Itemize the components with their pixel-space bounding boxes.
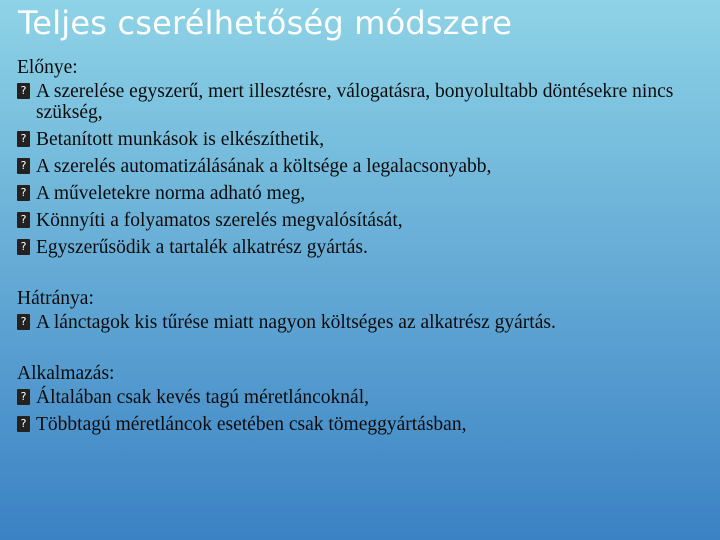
bullet-icon: ?: [17, 83, 30, 99]
section-heading: Hátránya:: [17, 288, 94, 309]
section-application: [17, 360, 707, 435]
list-item: [17, 312, 707, 333]
list-item-text: Egyszerűsödik a tartalék alkatrész gyártás.: [36, 237, 368, 258]
section-heading: Alkalmazás:: [17, 363, 115, 384]
section-heading: Előnye:: [17, 57, 78, 78]
list-item: [17, 237, 707, 258]
list-item-text: A lánctagok kis tűrése miatt nagyon költséges az alkatrész gyártás.: [36, 312, 556, 333]
bullet-icon: ?: [17, 389, 30, 405]
bullet-icon: ?: [17, 158, 30, 174]
slide-title: Teljes cserélhetőség módszere: [18, 4, 513, 42]
bullet-icon: ?: [17, 416, 30, 432]
list-item-text: Általában csak kevés tagú méretláncoknál,: [36, 387, 369, 408]
list-item: [17, 156, 707, 177]
list-item-text: Könnyíti a folyamatos szerelés megvalósítását,: [36, 210, 403, 231]
bullet-icon: ?: [17, 239, 30, 255]
slide-content: [17, 54, 707, 441]
bullet-list: [17, 387, 707, 435]
section-disadvantages: [17, 285, 707, 333]
list-item: [17, 81, 707, 123]
bullet-icon: ?: [17, 185, 30, 201]
list-item: [17, 387, 707, 408]
list-item: [17, 210, 707, 231]
bullet-icon: ?: [17, 131, 30, 147]
bullet-icon: ?: [17, 314, 30, 330]
list-item-text: A műveletekre norma adható meg,: [36, 183, 306, 204]
bullet-list: [17, 81, 707, 258]
list-item-text: Többtagú méretláncok esetében csak tömeggyártásban,: [36, 414, 467, 435]
list-item-text: Betanított munkások is elkészíthetik,: [36, 129, 325, 150]
list-item: [17, 183, 707, 204]
list-item-text: A szerelés automatizálásának a költsége a legalacsonyabb,: [36, 156, 492, 177]
bullet-icon: ?: [17, 212, 30, 228]
list-item: [17, 414, 707, 435]
list-item-text: A szerelése egyszerű, mert illesztésre, válogatásra, bonyolultabb döntésekre nincs szükség,: [36, 81, 674, 123]
bullet-list: [17, 312, 707, 333]
list-item: [17, 129, 707, 150]
section-advantages: [17, 54, 707, 258]
